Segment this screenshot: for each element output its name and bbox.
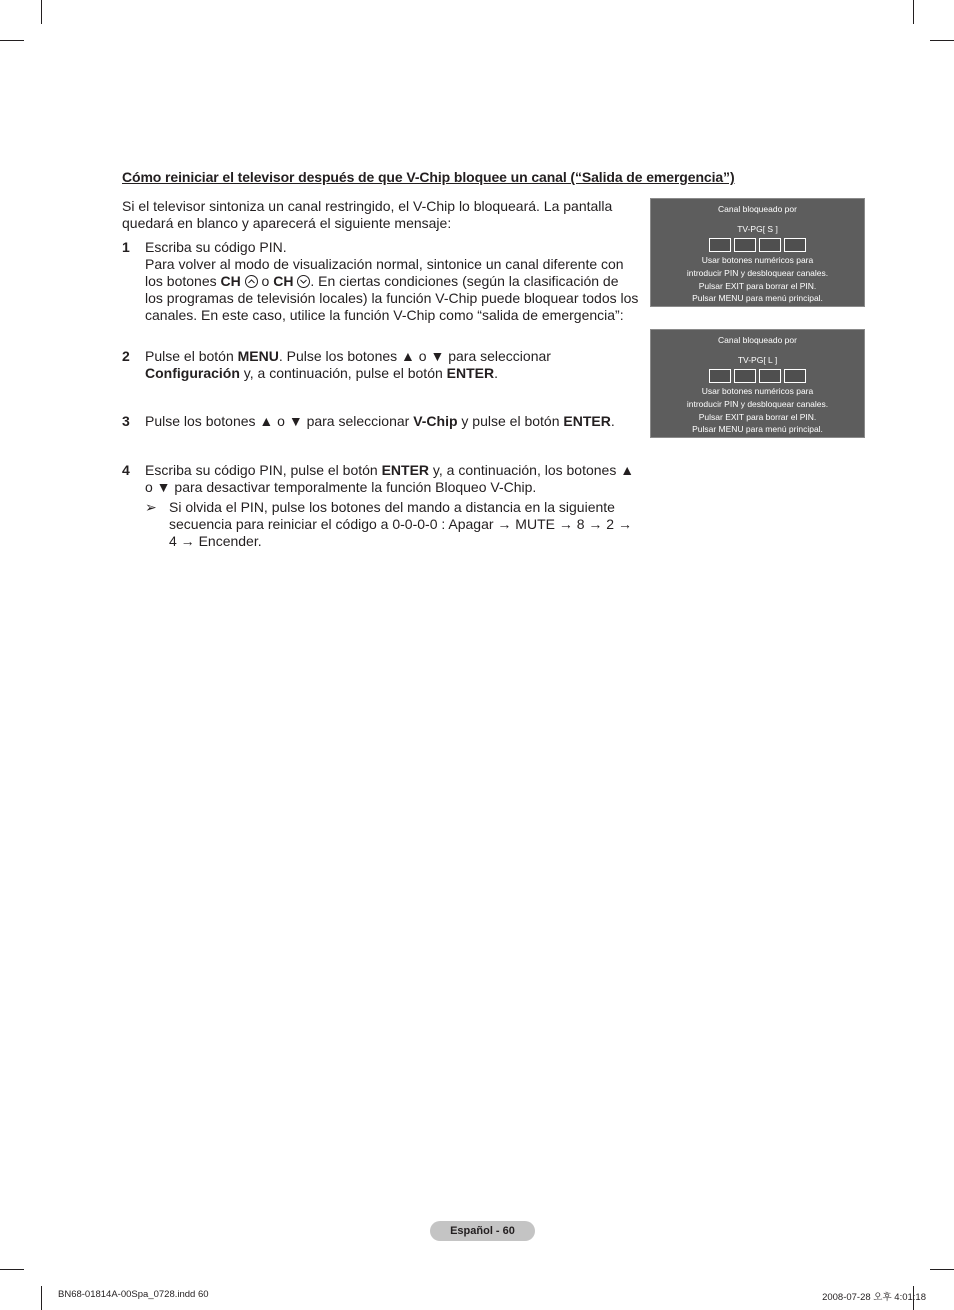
text-fragment: Pulse los botones ▲ o ▼ para seleccionar xyxy=(145,413,414,429)
crop-mark xyxy=(0,1269,24,1270)
pin-entry xyxy=(709,238,806,252)
text-fragment: Escriba su código PIN, pulse el botón xyxy=(145,462,382,478)
note-text: Si olvida el PIN, pulse los botones del mando a distancia en la siguiente secuencia para reiniciar el código a 0-0-0-0 : Apagar → MUTE → 8 → 2 → 4 → Encender. xyxy=(169,499,632,549)
step-number: 4 xyxy=(122,462,130,478)
ch-label: CH xyxy=(273,273,294,289)
step-text xyxy=(145,348,640,382)
crop-mark xyxy=(41,0,42,24)
osd-instructions xyxy=(651,254,864,305)
osd-line: Pulsar EXIT para borrar el PIN. xyxy=(698,280,817,291)
vchip-label: V-Chip xyxy=(413,413,458,429)
text-fragment: Pulse el botón xyxy=(145,348,238,364)
step-number: 3 xyxy=(122,413,130,429)
pin-digit-box[interactable] xyxy=(734,238,756,252)
osd-line: introducir PIN y desbloquear canales. xyxy=(686,267,829,278)
section-heading: Cómo reiniciar el televisor después de que V-Chip bloquee un canal (“Salida de emergencia”) xyxy=(122,169,735,185)
pin-digit-box[interactable] xyxy=(709,369,731,383)
intro-paragraph: Si el televisor sintoniza un canal restringido, el V-Chip lo bloqueará. La pantalla quedará en blanco y aparecerá el siguiente mensaje: xyxy=(122,198,613,231)
menu-label: MENU xyxy=(237,348,279,364)
step-line xyxy=(145,348,640,382)
pin-digit-box[interactable] xyxy=(784,369,806,383)
step-number: 1 xyxy=(122,239,130,255)
page-number-badge: Español - 60 xyxy=(430,1221,535,1241)
crop-mark xyxy=(930,40,954,41)
pin-digit-box[interactable] xyxy=(709,238,731,252)
osd-line: Usar botones numéricos para xyxy=(701,255,814,265)
note-arrow-icon: ➢ xyxy=(145,499,157,515)
osd-title: Canal bloqueado por xyxy=(718,335,797,345)
osd-rating: TV-PG[ S ] xyxy=(737,224,778,234)
text-fragment: o xyxy=(257,273,274,289)
step-text xyxy=(145,462,640,549)
enter-label: ENTER xyxy=(563,413,611,429)
osd-line: Usar botones numéricos para xyxy=(701,386,814,396)
text-fragment: y, a continuación, los botones ▲ o ▼ para desactivar temporalmente la función Bloqueo V-Chip. xyxy=(145,462,635,495)
text-fragment: . xyxy=(610,413,615,429)
text-fragment: y, a continuación, pulse el botón xyxy=(239,365,447,381)
ch-up-icon xyxy=(245,275,258,288)
step-number: 2 xyxy=(122,348,130,364)
step-line xyxy=(145,256,640,324)
enter-label: ENTER xyxy=(381,462,430,478)
osd-line: Pulsar MENU para menú principal. xyxy=(692,293,823,304)
text-fragment: . En ciertas condiciones (según la clasificación de los programas de televisión locales) la función V-Chip puede bloquear todos los canales. En este caso, utilice la función V-Chip como “salida de emergencia”: xyxy=(145,273,639,323)
osd-line: Pulsar MENU para menú principal. xyxy=(692,424,823,435)
blocked-channel-screen xyxy=(650,329,865,438)
crop-mark xyxy=(41,1286,42,1310)
crop-mark xyxy=(0,40,24,41)
text-fragment: . Pulse los botones ▲ o ▼ para seleccionar xyxy=(278,348,551,364)
pin-digit-box[interactable] xyxy=(784,238,806,252)
text-fragment: Para volver al modo de visualización normal, sintonice un canal diferente con los botones xyxy=(145,256,624,289)
step-line: Escriba su código PIN. xyxy=(145,239,287,255)
pin-digit-box[interactable] xyxy=(759,238,781,252)
text-fragment: . xyxy=(494,365,499,381)
pin-digit-box[interactable] xyxy=(734,369,756,383)
text-fragment: y pulse el botón xyxy=(457,413,564,429)
config-label: Configuración xyxy=(145,365,240,381)
print-slug-left: BN68-01814A-00Spa_0728.indd 60 xyxy=(58,1289,209,1300)
ch-down-icon xyxy=(297,275,310,288)
osd-rating: TV-PG[ L ] xyxy=(737,355,778,365)
crop-mark xyxy=(913,0,914,24)
step-line xyxy=(145,462,640,496)
pin-entry xyxy=(709,369,806,383)
osd-instructions xyxy=(651,385,864,436)
pin-digit-box[interactable] xyxy=(759,369,781,383)
enter-label: ENTER xyxy=(446,365,495,381)
osd-line: Pulsar EXIT para borrar el PIN. xyxy=(698,411,817,422)
step-text xyxy=(145,239,640,324)
step-text xyxy=(145,413,640,430)
blocked-channel-screen xyxy=(650,198,865,307)
ch-label: CH xyxy=(220,273,241,289)
osd-line: introducir PIN y desbloquear canales. xyxy=(686,398,829,409)
osd-title: Canal bloqueado por xyxy=(718,204,797,214)
step-line xyxy=(145,413,640,430)
print-slug-right: 2008-07-28 오후 4:01:18 xyxy=(822,1292,926,1303)
crop-mark xyxy=(930,1269,954,1270)
